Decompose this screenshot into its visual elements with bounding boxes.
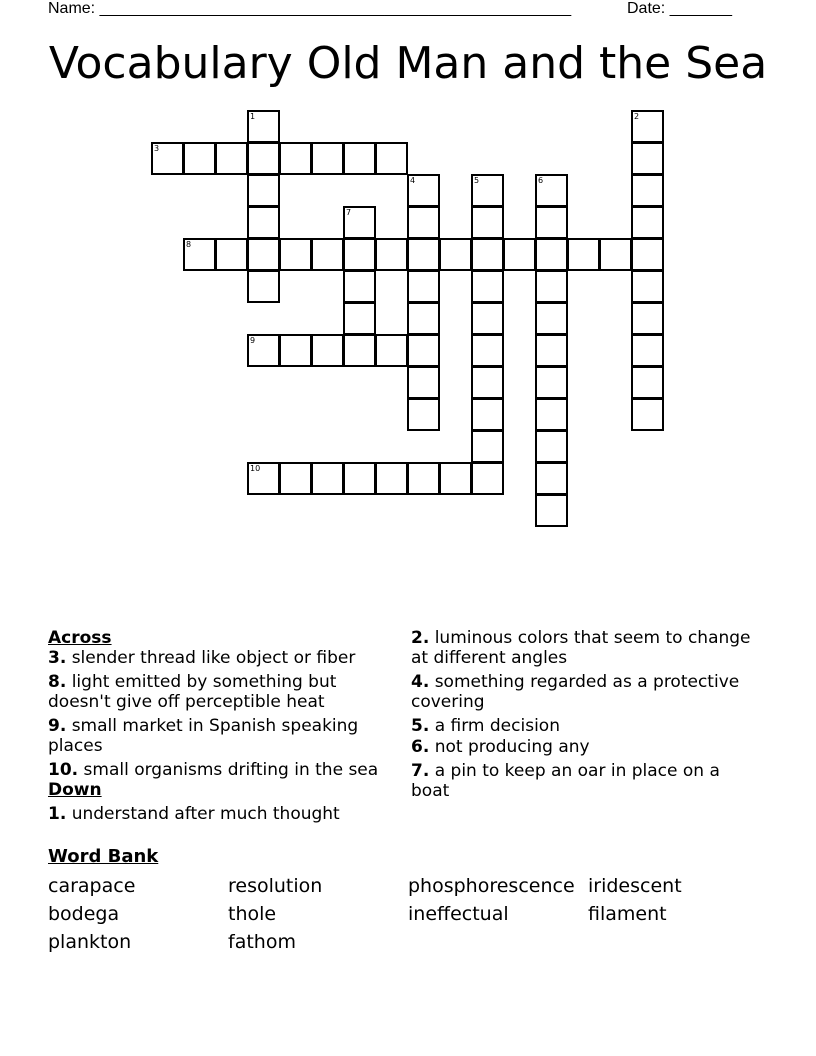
crossword-cell[interactable] — [311, 142, 344, 175]
crossword-cell[interactable] — [375, 462, 408, 495]
crossword-cell[interactable] — [471, 398, 504, 431]
crossword-cell[interactable] — [375, 142, 408, 175]
word-bank-item: carapace — [48, 875, 136, 897]
crossword-cell[interactable] — [535, 302, 568, 335]
clue-text: a firm decision — [434, 716, 560, 736]
crossword-cell[interactable] — [247, 238, 280, 271]
clue-number: 7. — [411, 761, 430, 781]
page-title: Vocabulary Old Man and the Sea — [48, 38, 768, 89]
clue-text: light emitted by something but doesn't give off perceptible heat — [48, 672, 337, 712]
cell-number: 4 — [410, 176, 416, 185]
crossword-cell[interactable] — [279, 142, 312, 175]
clues-column-right — [411, 628, 761, 805]
crossword-cell[interactable] — [311, 462, 344, 495]
cell-number: 3 — [154, 144, 160, 153]
clue-text: small organisms drifting in the sea — [83, 760, 379, 780]
clue-down-7 — [411, 761, 761, 801]
clue-down-5 — [411, 716, 761, 736]
crossword-cell[interactable] — [631, 398, 664, 431]
crossword-cell[interactable] — [407, 366, 440, 399]
crossword-cell[interactable] — [631, 302, 664, 335]
clue-across-9 — [48, 716, 398, 756]
word-bank-item: plankton — [48, 931, 132, 953]
crossword-cell[interactable] — [471, 334, 504, 367]
crossword-cell[interactable] — [343, 206, 376, 239]
crossword-cell[interactable] — [247, 334, 280, 367]
crossword-cell[interactable] — [631, 142, 664, 175]
clue-number: 6. — [411, 737, 430, 757]
crossword-cell[interactable] — [471, 430, 504, 463]
cell-number: 8 — [186, 240, 192, 249]
crossword-cell[interactable] — [471, 366, 504, 399]
crossword-cell[interactable] — [535, 238, 568, 271]
crossword-cell[interactable] — [407, 302, 440, 335]
crossword-cell[interactable] — [471, 302, 504, 335]
crossword-cell[interactable] — [343, 238, 376, 271]
clue-text: understand after much thought — [71, 804, 340, 824]
clue-text: luminous colors that seem to change at different angles — [411, 628, 751, 668]
crossword-cell[interactable] — [631, 238, 664, 271]
down-heading: Down — [48, 780, 102, 800]
clue-number: 5. — [411, 716, 430, 736]
crossword-cell[interactable] — [471, 206, 504, 239]
crossword-cell[interactable] — [567, 238, 600, 271]
word-bank-item: phosphorescence — [408, 875, 575, 897]
cell-number: 6 — [538, 176, 544, 185]
clue-text: slender thread like object or fiber — [71, 648, 356, 668]
clue-number: 10. — [48, 760, 79, 780]
crossword-cell[interactable] — [247, 142, 280, 175]
date-line: Date: _______ — [627, 0, 732, 17]
crossword-cell[interactable] — [247, 174, 280, 207]
crossword-cell[interactable] — [343, 462, 376, 495]
crossword-cell[interactable] — [535, 270, 568, 303]
clues-column-left — [48, 628, 398, 828]
crossword-cell[interactable] — [247, 270, 280, 303]
word-bank-item: ineffectual — [408, 903, 509, 925]
crossword-cell[interactable] — [631, 206, 664, 239]
crossword-cell[interactable] — [471, 462, 504, 495]
crossword-cell[interactable] — [471, 174, 504, 207]
across-heading: Across — [48, 628, 112, 648]
crossword-cell[interactable] — [535, 174, 568, 207]
cell-number: 7 — [346, 208, 352, 217]
clue-number: 4. — [411, 672, 430, 692]
crossword-cell[interactable] — [503, 238, 536, 271]
crossword-cell[interactable] — [215, 142, 248, 175]
clue-down-6 — [411, 737, 761, 757]
word-bank-item: thole — [228, 903, 277, 925]
clue-across-10 — [48, 760, 398, 780]
cell-number: 2 — [634, 112, 640, 121]
clue-number: 3. — [48, 648, 67, 668]
crossword-cell[interactable] — [631, 334, 664, 367]
crossword-cell[interactable] — [407, 398, 440, 431]
crossword-cell[interactable] — [215, 238, 248, 271]
crossword-cell[interactable] — [311, 334, 344, 367]
crossword-cell[interactable] — [535, 462, 568, 495]
clue-text: small market in Spanish speaking places — [48, 716, 359, 756]
word-bank-item: filament — [588, 903, 667, 925]
crossword-cell[interactable] — [343, 302, 376, 335]
clue-number: 9. — [48, 716, 67, 736]
crossword-cell[interactable] — [407, 334, 440, 367]
crossword-cell[interactable] — [407, 206, 440, 239]
clue-text: a pin to keep an oar in place on a boat — [411, 761, 720, 801]
crossword-cell[interactable] — [407, 270, 440, 303]
clue-text: not producing any — [434, 737, 590, 757]
crossword-cell[interactable] — [535, 206, 568, 239]
crossword-cell[interactable] — [279, 462, 312, 495]
word-bank-item: fathom — [228, 931, 296, 953]
word-bank-item: iridescent — [588, 875, 682, 897]
cell-number: 9 — [250, 336, 256, 345]
word-bank — [48, 874, 768, 958]
word-bank-item: bodega — [48, 903, 120, 925]
clue-across-8 — [48, 672, 398, 712]
clue-down-1 — [48, 804, 398, 824]
crossword-cell[interactable] — [631, 270, 664, 303]
crossword-cell[interactable] — [439, 238, 472, 271]
word-bank-item: resolution — [228, 875, 323, 897]
crossword-cell[interactable] — [247, 206, 280, 239]
crossword-cell[interactable] — [535, 334, 568, 367]
crossword-cell[interactable] — [535, 398, 568, 431]
clue-across-3 — [48, 648, 398, 668]
crossword-cell[interactable] — [343, 142, 376, 175]
crossword-cell[interactable] — [407, 238, 440, 271]
crossword-cell[interactable] — [535, 366, 568, 399]
crossword-cell[interactable] — [183, 142, 216, 175]
crossword-cell[interactable] — [439, 462, 472, 495]
crossword-cell[interactable] — [631, 110, 664, 143]
crossword-cell[interactable] — [151, 142, 184, 175]
clue-text: something regarded as a protective covering — [411, 672, 740, 712]
crossword-cell[interactable] — [343, 334, 376, 367]
clue-number: 8. — [48, 672, 67, 692]
crossword-cell[interactable] — [279, 238, 312, 271]
cell-number: 10 — [250, 464, 261, 473]
crossword-cell[interactable] — [183, 238, 216, 271]
clue-down-4 — [411, 672, 761, 712]
crossword-cell[interactable] — [375, 238, 408, 271]
crossword-cell[interactable] — [471, 238, 504, 271]
crossword-cell[interactable] — [343, 270, 376, 303]
cell-number: 1 — [250, 112, 256, 121]
crossword-cell[interactable] — [247, 462, 280, 495]
clue-down-2 — [411, 628, 761, 668]
crossword-cell[interactable] — [535, 430, 568, 463]
word-bank-title: Word Bank — [48, 846, 159, 867]
crossword-cell[interactable] — [407, 174, 440, 207]
crossword-cell[interactable] — [471, 270, 504, 303]
crossword-cell[interactable] — [311, 238, 344, 271]
crossword-cell[interactable] — [407, 462, 440, 495]
cell-number: 5 — [474, 176, 480, 185]
crossword-cell[interactable] — [247, 110, 280, 143]
crossword-cell[interactable] — [535, 494, 568, 527]
clue-number: 2. — [411, 628, 430, 648]
clue-number: 1. — [48, 804, 67, 824]
name-line: Name: _____________________________________________________ — [48, 0, 572, 17]
crossword-cell[interactable] — [375, 334, 408, 367]
crossword-cell[interactable] — [279, 334, 312, 367]
crossword-cell[interactable] — [599, 238, 632, 271]
crossword-cell[interactable] — [631, 174, 664, 207]
crossword-cell[interactable] — [631, 366, 664, 399]
